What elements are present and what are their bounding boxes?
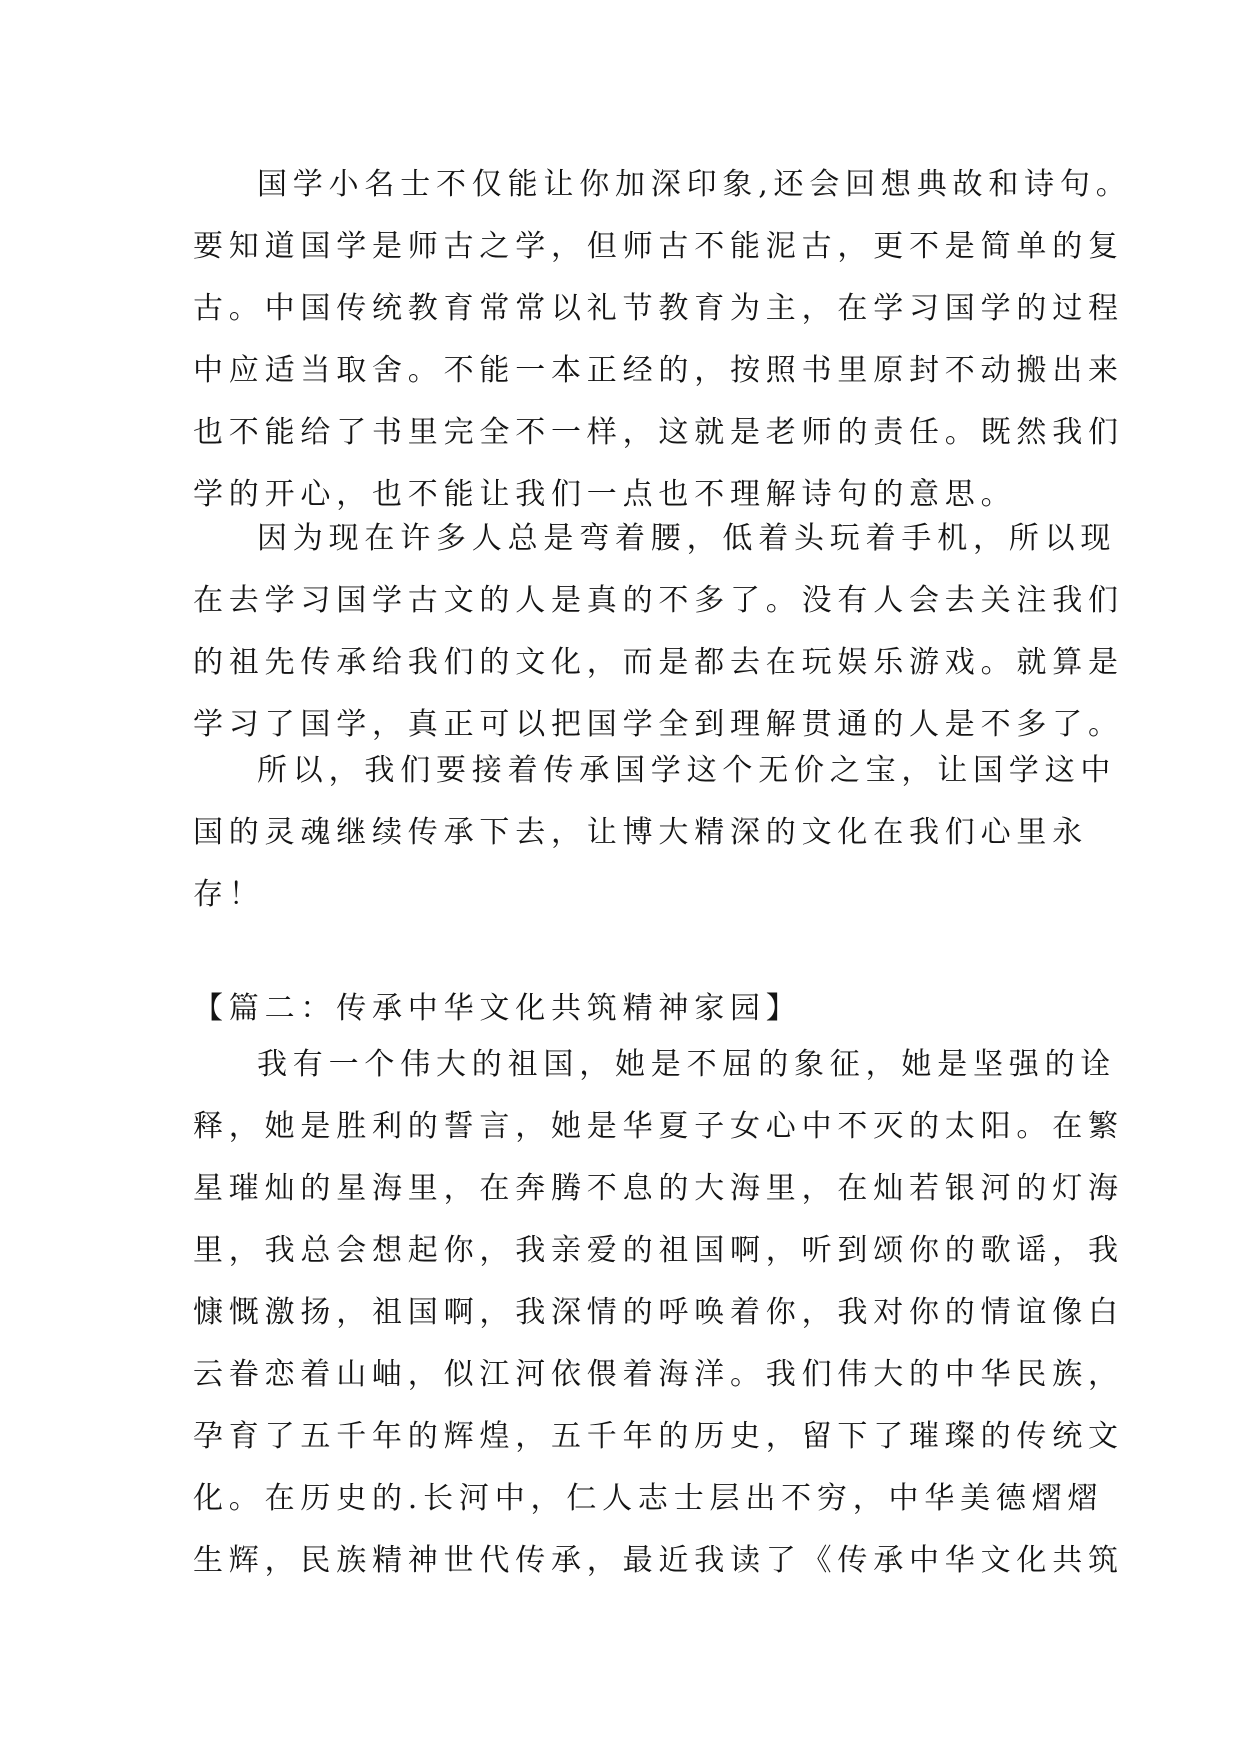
text-line: 存！ xyxy=(193,877,265,912)
text-line: 在去学习国学古文的人是真的不多了。没有人会去关注我们 xyxy=(193,583,1124,618)
text-line: 国的灵魂继续传承下去，让博大精深的文化在我们心里永 xyxy=(193,815,1088,850)
text-line: 因为现在许多人总是弯着腰，低着头玩着手机，所以现 xyxy=(257,521,1117,556)
paragraph-3 xyxy=(193,740,1117,926)
text-line: 云眷恋着山岫，似江河依偎着海洋。我们伟大的中华民族， xyxy=(193,1357,1124,1392)
text-line: 我有一个伟大的祖国，她是不屈的象征，她是坚强的诠 xyxy=(257,1047,1117,1082)
text-line: 学习了国学，真正可以把国学全到理解贯通的人是不多了。 xyxy=(193,707,1124,742)
section-heading-block xyxy=(193,978,1093,1040)
text-line: 里，我总会想起你，我亲爱的祖国啊，听到颂你的歌谣，我 xyxy=(193,1233,1124,1268)
text-line: 古。中国传统教育常常以礼节教育为主，在学习国学的过程 xyxy=(193,291,1124,326)
section-paragraph xyxy=(193,1034,1124,1592)
text-line: 星璀灿的星海里，在奔腾不息的大海里，在灿若银河的灯海 xyxy=(193,1171,1124,1206)
text-line: 的祖先传承给我们的文化，而是都去在玩娱乐游戏。就算是 xyxy=(193,645,1124,680)
text-line: 慷慨激扬，祖国啊，我深情的呼唤着你，我对你的情谊像白 xyxy=(193,1295,1124,1330)
text-line: 学的开心，也不能让我们一点也不理解诗句的意思。 xyxy=(193,477,1017,512)
text-line: 要知道国学是师古之学，但师古不能泥古，更不是简单的复 xyxy=(193,229,1124,264)
text-line: 孕育了五千年的辉煌，五千年的历史，留下了璀璨的传统文 xyxy=(193,1419,1124,1454)
text-line: 也不能给了书里完全不一样，这就是老师的责任。既然我们 xyxy=(193,415,1124,450)
text-line: 释，她是胜利的誓言，她是华夏子女心中不灭的太阳。在繁 xyxy=(193,1109,1124,1144)
paragraph-1 xyxy=(193,154,1132,526)
paragraph-2 xyxy=(193,508,1124,756)
text-line: 生辉，民族精神世代传承，最近我读了《传承中华文化共筑 xyxy=(193,1543,1124,1578)
text-line: 国学小名士不仅能让你加深印象,还会回想典故和诗句。 xyxy=(257,167,1132,202)
text-line: 化。在历史的.长河中，仁人志士层出不穷，中华美德熠熠 xyxy=(193,1481,1104,1516)
section-heading: 【篇二：传承中华文化共筑精神家园】 xyxy=(193,991,802,1026)
text-line: 中应适当取舍。不能一本正经的，按照书里原封不动搬出来 xyxy=(193,353,1124,388)
text-line: 所以，我们要接着传承国学这个无价之宝，让国学这中 xyxy=(257,753,1117,788)
